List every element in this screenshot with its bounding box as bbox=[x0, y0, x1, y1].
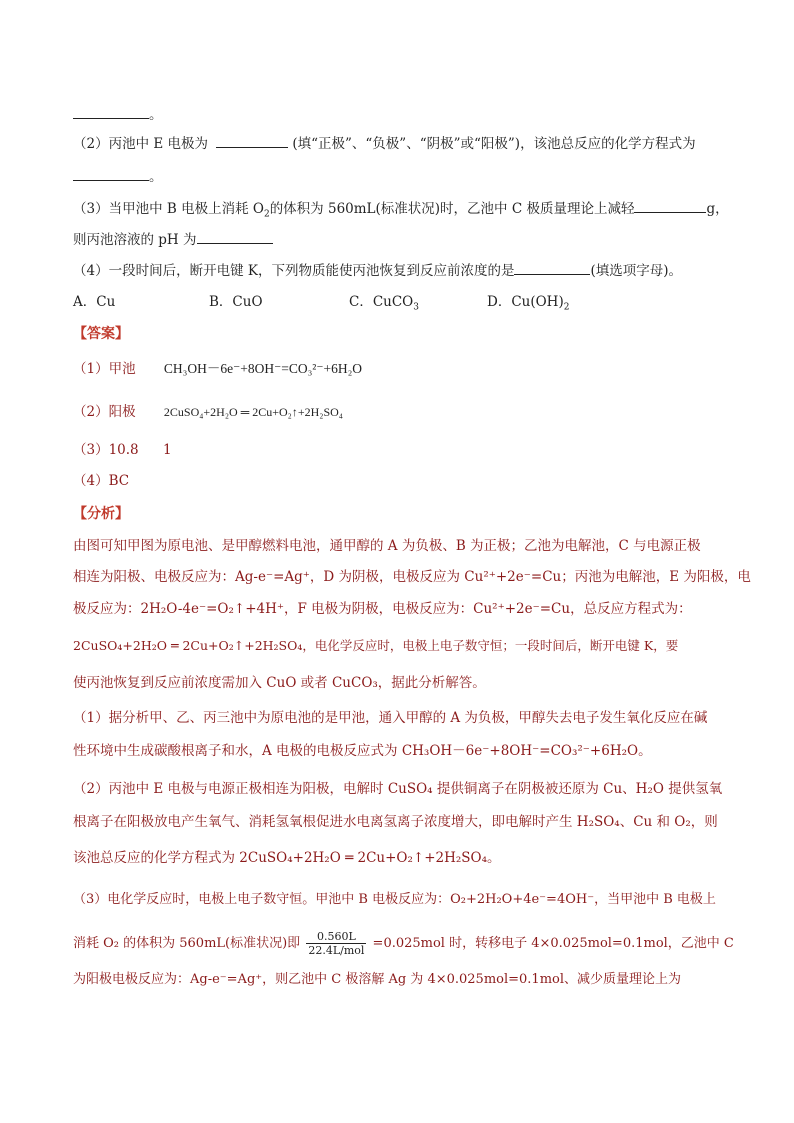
answer-3-value: 1 bbox=[162, 442, 172, 458]
volume-fraction bbox=[306, 930, 366, 957]
answer-blank bbox=[216, 133, 288, 148]
analysis-text: =0.025mol 时，转移电子 4×0.025mol=0.1mol，乙池中 C bbox=[372, 936, 734, 951]
option-a: A．Cu bbox=[73, 294, 116, 310]
answer-blank bbox=[634, 198, 706, 213]
answer-blank bbox=[514, 260, 590, 275]
analysis-line: 极反应为：2H₂O-4e⁻=O₂↑+4H⁺，F 电极为阴极，电极反应为：Cu²⁺+2e⁻=Cu，总反应方程式为： bbox=[73, 601, 692, 617]
option-b: B．CuO bbox=[209, 294, 263, 310]
question-2-middle: (填“正极”、“负极”、“阴极”或“阳极”)，该池总反应的化学方程式为 bbox=[292, 136, 696, 152]
answer-header: 【答案】 bbox=[73, 326, 129, 342]
answer-3 bbox=[73, 440, 172, 460]
answer-1 bbox=[73, 359, 362, 379]
answer-3-label: （3）10.8 bbox=[73, 442, 139, 458]
question-3-unit: g， bbox=[706, 201, 729, 217]
analysis-line: 相连为阳极、电极反应为：Ag-e⁻=Ag⁺，D 为阴极，电极反应为 Cu²⁺+2e⁻=Cu；丙池为电解池，E 为阳极，电 bbox=[73, 569, 751, 585]
question-3-line2-text: 则丙池溶液的 pH 为 bbox=[73, 232, 197, 248]
analysis-line: 性环境中生成碳酸根离子和水，A 电极的电极反应式为 CH₃OH－6e⁻+8OH⁻=CO₃²⁻+6H₂O。 bbox=[73, 743, 652, 759]
fraction-denominator: 22.4L/mol bbox=[308, 944, 365, 957]
analysis-line: （1）据分析甲、乙、丙三池中为原电池的是甲池，通入甲醇的 A 为负极，甲醇失去电子发生氧化反应在碱 bbox=[73, 710, 708, 726]
analysis-line: 2CuSO₄+2H₂O ═ 2Cu+O₂↑+2H₂SO₄，电化学反应时，电极上电子数守恒；一段时间后，断开电键 K，要 bbox=[73, 638, 679, 653]
answer-2 bbox=[73, 402, 343, 422]
question-4-suffix: (填选项字母)。 bbox=[590, 263, 683, 279]
question-1-end-line bbox=[73, 104, 163, 125]
answer-blank bbox=[197, 229, 273, 244]
analysis-header: 【分析】 bbox=[73, 506, 129, 522]
question-3-text-a: （3）当甲池中 B 电极上消耗 O bbox=[73, 201, 264, 217]
question-3-line2 bbox=[73, 229, 273, 250]
question-2 bbox=[73, 133, 696, 154]
analysis-line: 为阳极电极反应为：Ag-e⁻=Ag⁺，则乙池中 C 极溶解 Ag 为 4×0.025mol=0.1mol、减少质量理论上为 bbox=[73, 972, 682, 987]
option-c: C．CuCO$_3$ bbox=[349, 294, 419, 313]
question-2-prefix: （2）丙池中 E 电极为 bbox=[73, 136, 209, 152]
analysis-line: 该池总反应的化学方程式为 2CuSO₄+2H₂O ═ 2Cu+O₂↑+2H₂SO₄。 bbox=[73, 850, 501, 866]
answer-4: （4）BC bbox=[73, 473, 130, 489]
question-3-text-b: 的体积为 560mL(标准状况)时，乙池中 C 极质量理论上减轻 bbox=[269, 201, 635, 217]
answer-1-formula: CH₃OH－6e⁻+8OH⁻=CO₃²⁻+6H₂O bbox=[163, 361, 363, 376]
analysis-line: 使丙池恢复到反应前浓度需加入 CuO 或者 CuCO₃，据此分析解答。 bbox=[73, 675, 486, 691]
question-4-text: （4）一段时间后，断开电键 K，下列物质能使丙池恢复到反应前浓度的是 bbox=[73, 263, 515, 279]
question-4 bbox=[73, 260, 682, 281]
answer-1-label: （1）甲池 bbox=[73, 361, 136, 377]
question-2-end-line bbox=[73, 166, 163, 187]
period: 。 bbox=[149, 169, 163, 185]
answer-blank bbox=[73, 104, 149, 119]
analysis-text: 消耗 O₂ 的体积为 560mL(标准状况)即 bbox=[73, 936, 301, 951]
answer-2-label: （2）阳极 bbox=[73, 404, 136, 420]
analysis-line-fraction bbox=[73, 930, 734, 957]
analysis-line: （3）电化学反应时，电极上电子数守恒。甲池中 B 电极反应为：O₂+2H₂O+4e⁻=4OH⁻，当甲池中 B 电极上 bbox=[73, 892, 716, 907]
option-d: D．$Cu(OH)_2$ bbox=[487, 294, 570, 313]
period: 。 bbox=[149, 107, 163, 123]
analysis-line: （2）丙池中 E 电极与电源正极相连为阳极，电解时 CuSO₄ 提供铜离子在阴极被还原为 Cu、H₂O 提供氢氧 bbox=[73, 781, 723, 797]
fraction-numerator: 0.560L bbox=[306, 930, 366, 944]
question-3: （3）当甲池中 B 电极上消耗 $O_2$的体积为 560mL(标准状况)时，乙池中 C 极质量理论上减轻 g， bbox=[73, 198, 729, 219]
analysis-line: 根离子在阳极放电产生氧气、消耗氢氧根促进水电离氢离子浓度增大，即电解时产生 H₂SO₄、Cu 和 O₂，则 bbox=[73, 814, 718, 830]
analysis-line: 由图可知甲图为原电池、是甲醇燃料电池，通甲醇的 A 为负极、B 为正极；乙池为电解池，C 与电源正极 bbox=[73, 538, 701, 554]
answer-2-formula: 2CuSO₄+2H₂O ═ 2Cu+O₂↑+2H₂SO₄ bbox=[163, 405, 343, 419]
answer-blank bbox=[73, 166, 149, 181]
